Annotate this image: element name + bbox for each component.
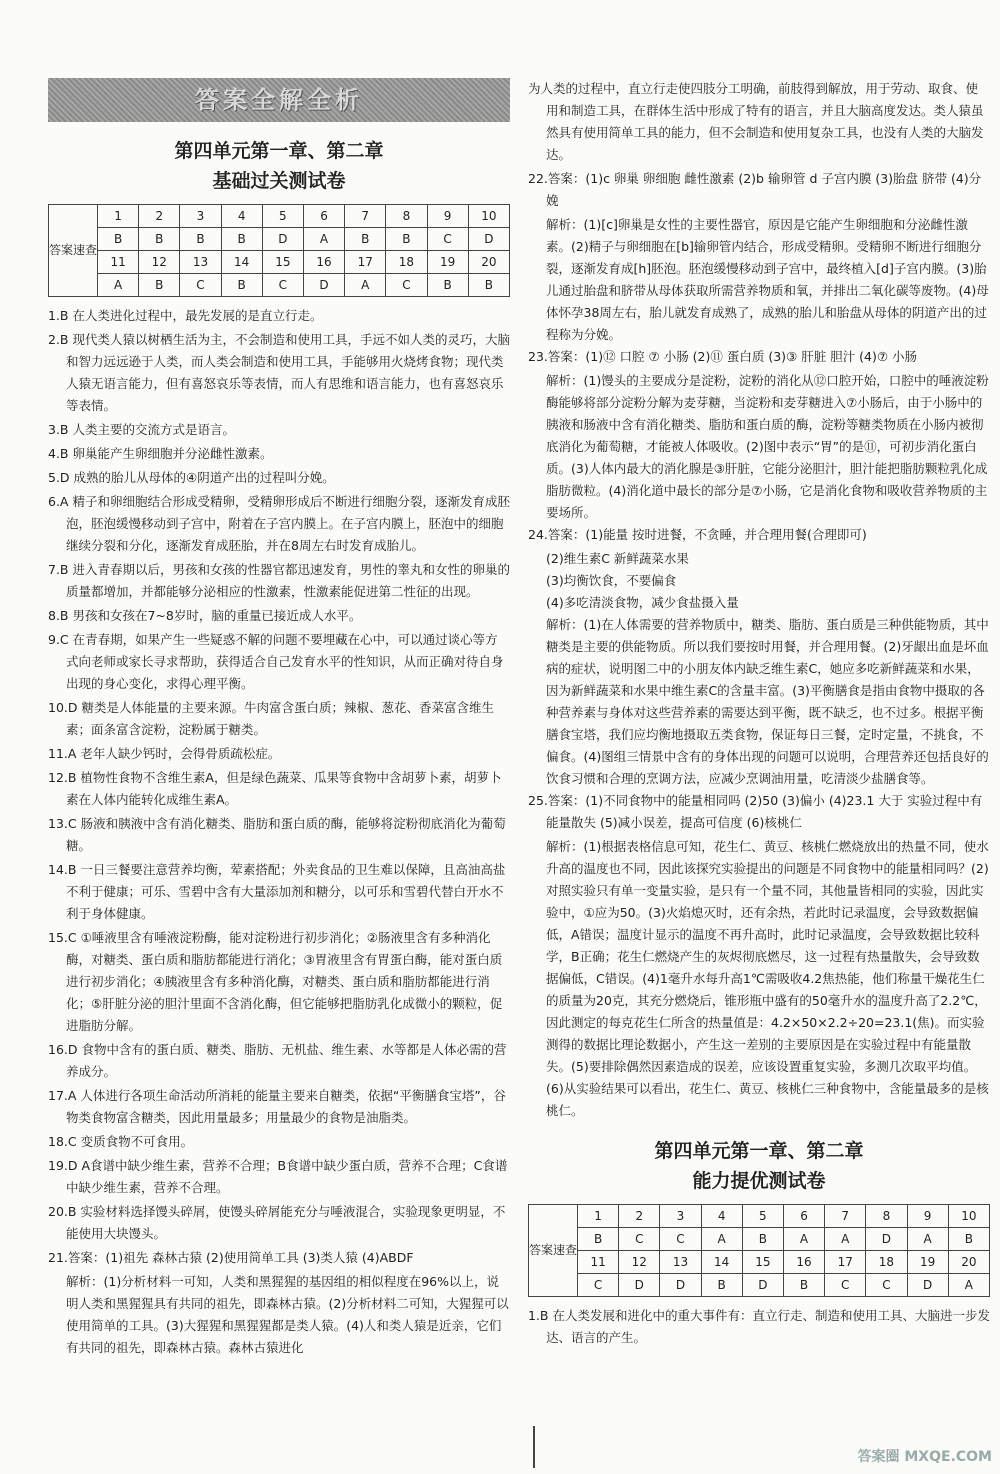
answer-item: 为人类的过程中，直立行走使四肢分工明确，前肢得到解放，用于劳动、取食、使用和制造工具，在群体生活中形成了特有的语言，并且大脑高度发达。类人猿虽然具有使用简单工具的能力，但不会制造和使用复杂工具，也没有人类的大脑发达。: [528, 81, 984, 162]
answer-item: (2)维生素C 新鲜蔬菜水果: [546, 551, 689, 566]
section1-title: [48, 136, 510, 196]
answer-item: 解析：(1)馒头的主要成分是淀粉，淀粉的消化从⑫口腔开始，口腔中的唾液淀粉酶能够将部分淀粉分解为麦芽糖，当淀粉和麦芽糖进入⑦小肠后，由于小肠中的胰液和肠液中含有消化糖类、脂肪和蛋白质的酶，淀粉等糖类物质在小肠内被彻底消化为葡萄糖，才能被人体吸收。(2)图中表示“胃”的是⑪，可初步消化蛋白质。(3)人体内最大的消化腺是③肝脏，它能分泌胆汁，胆汁能把脂肪颗粒乳化成脂肪微粒。(4)消化道中最长的部分是⑦小肠，它是消化食物和吸收营养物质的主要场所。: [546, 373, 989, 520]
answer-table-cell: 14: [221, 251, 262, 274]
answer-table-row: [49, 205, 510, 228]
answer-table-cell: 1: [98, 205, 139, 228]
answer-banner: [48, 78, 510, 122]
answer-table-cell: C: [619, 1228, 660, 1251]
section2-title: [528, 1136, 990, 1196]
answer-table-cell: B: [783, 1274, 824, 1297]
answer-table-label: 答案速查: [49, 205, 98, 297]
answer-table-cell: 16: [783, 1251, 824, 1274]
answer-table-cell: 6: [783, 1205, 824, 1228]
answer-table-cell: B: [139, 274, 180, 297]
page-seam: [533, 1426, 535, 1468]
answer-table-cell: 13: [660, 1251, 701, 1274]
section2-item-1: 1.B 在人类发展和进化中的重大事件有：直立行走、制造和使用工具、大脑进一步发达、语言的产生。: [528, 1308, 990, 1345]
answer-table-row: [529, 1228, 990, 1251]
answer-table-cell: 5: [742, 1205, 783, 1228]
answer-item: 3.B 人类主要的交流方式是语言。: [48, 422, 235, 437]
answer-item: 22.答案：(1)c 卵巢 卵细胞 雌性激素 (2)b 输卵管 d 子宫内膜 (3)胎盘 脐带 (4)分娩: [528, 171, 982, 208]
answer-table-cell: 16: [303, 251, 344, 274]
answer-item: 17.A 人体进行各项生命活动所消耗的能量主要来自糖类，依据“平衡膳食宝塔”，谷物类食物富含糖类，因此用量最多；用量最少的食物是油脂类。: [48, 1088, 506, 1125]
answer-item: 11.A 老年人缺少钙时，会得骨质疏松症。: [48, 746, 281, 761]
answer-item: 21.答案：(1)祖先 森林古猿 (2)使用简单工具 (3)类人猿 (4)ABDF: [48, 1250, 414, 1265]
answer-table-row: [529, 1205, 990, 1228]
answer-item: 23.答案：(1)⑫ 口腔 ⑦ 小肠 (2)⑪ 蛋白质 (3)③ 肝脏 胆汁 (4)⑦ 小肠: [528, 349, 918, 364]
answer-table-cell: B: [221, 228, 262, 251]
right-column: [528, 78, 990, 1351]
answer-table-cell: 20: [468, 251, 509, 274]
answer-table-cell: D: [262, 228, 303, 251]
answer-item: 13.C 肠液和胰液中含有消化糖类、脂肪和蛋白质的酶，能够将淀粉彻底消化为葡萄糖。: [48, 816, 506, 853]
answer-table-row: [49, 251, 510, 274]
answer-table-cell: 15: [742, 1251, 783, 1274]
answer-table-cell: A: [345, 274, 386, 297]
answer-item: 24.答案：(1)能量 按时进餐，不贪睡，并合理用餐(合理即可): [528, 527, 867, 542]
answer-table-cell: D: [866, 1228, 907, 1251]
answer-item: 14.B 一日三餐要注意营养均衡，荤素搭配；外卖食品的卫生难以保障，且高油高盐不利于健康；可乐、雪碧中含有大量添加剂和糖分，以可乐和雪碧代替白开水不利于身体健康。: [48, 862, 506, 921]
answer-table-cell: B: [386, 228, 427, 251]
answer-item: 16.D 食物中含有的蛋白质、糖类、脂肪、无机盐、维生素、水等都是人体必需的营养成分。: [48, 1042, 507, 1079]
answer-item: 解析：(1)分析材料一可知，人类和黑猩猩的基因组的相似程度在96%以上，说明人类和黑猩猩具有共同的祖先，即森林古猿。(2)分析材料二可知，大猩猩可以使用简单的工具。(3)大猩猩和黑猩猩都是类人猿。(4)人和类人猿是近亲，它们有共同的祖先，即森林古猿。森林古猿进化: [66, 1274, 509, 1355]
answer-table-cell: 12: [139, 251, 180, 274]
answer-item: 20.B 实验材料选择馒头碎屑，使馒头碎屑能充分与唾液混合，实验现象更明显，不能使用大块馒头。: [48, 1204, 506, 1241]
answer-table-cell: 17: [345, 251, 386, 274]
watermark-logo: 答案圈 MXQE.COM: [857, 1449, 992, 1465]
answer-table-cell: D: [468, 228, 509, 251]
answer-table-cell: 13: [180, 251, 221, 274]
answer-table-cell: A: [701, 1228, 742, 1251]
answer-table-cell: 19: [427, 251, 468, 274]
answer-table-cell: B: [180, 228, 221, 251]
answer-table-cell: 10: [468, 205, 509, 228]
answer-item: (3)均衡饮食，不要偏食: [546, 573, 677, 588]
answer-table-cell: 17: [825, 1251, 866, 1274]
answer-table-cell: 9: [907, 1205, 948, 1228]
answer-table-cell: C: [578, 1274, 619, 1297]
answer-item: 解析：(1)在人体需要的营养物质中，糖类、脂肪、蛋白质是三种供能物质，其中糖类是主要的供能物质。所以我们要按时用餐，并合理用餐。(2)牙龈出血是坏血病的症状，说明图二中的小朋友体内缺乏维生素C，她应多吃新鲜蔬菜和水果，因为新鲜蔬菜和水果中维生素C的含量丰富。(3)平衡膳食是指由食物中摄取的各种营养素与身体对这些营养素的需要达到平衡，既不缺乏，也不过多。根据平衡膳食宝塔，我们应均衡地摄取五类食物，保证每日三餐，定时定量，不挑食，不偏食。(4)图组三情景中含有的身体出现的问题可以说明，合理营养还包括良好的饮食习惯和合理的烹调方法，应减少烹调油用量，吃清淡少盐膳食等。: [546, 617, 989, 786]
answer-table-2: [528, 1204, 990, 1297]
banner-title: 答案全解全析: [195, 86, 363, 114]
answer-table-cell: A: [783, 1228, 824, 1251]
answer-table-cell: 3: [660, 1205, 701, 1228]
answer-table-cell: 19: [907, 1251, 948, 1274]
section1-title-line2: 基础过关测试卷: [212, 170, 346, 192]
answer-table-cell: 20: [948, 1251, 989, 1274]
answer-table-label: 答案速查: [529, 1205, 578, 1297]
answer-table-cell: 11: [578, 1251, 619, 1274]
answer-table-cell: 1: [578, 1205, 619, 1228]
answer-table-cell: B: [948, 1228, 989, 1251]
answer-item: 6.A 精子和卵细胞结合形成受精卵，受精卵形成后不断进行细胞分裂，逐渐发育成胚泡，胚泡缓慢移动到子宫中，附着在子宫内膜上。在子宫内膜上，胚泡中的细胞继续分裂和分化，逐渐发育成胚胎，并在8周左右时发育成胎儿。: [48, 494, 510, 553]
answer-table-cell: A: [825, 1228, 866, 1251]
answer-table-cell: A: [907, 1228, 948, 1251]
answer-table-cell: D: [742, 1274, 783, 1297]
answer-table-cell: A: [98, 274, 139, 297]
answer-table-row: [529, 1274, 990, 1297]
answer-table-cell: B: [221, 274, 262, 297]
answer-item: 15.C ①唾液里含有唾液淀粉酶，能对淀粉进行初步消化；②肠液里含有多种消化酶，对糖类、蛋白质和脂肪都能进行消化；③胃液里含有胃蛋白酶，能对蛋白质进行初步消化；④胰液里含有多种消化酶，对糖类、蛋白质和脂肪都能进行消化；⑤肝脏分泌的胆汁里面不含消化酶，但它能够把脂肪乳化成微小的颗粒，促进脂肪分解。: [48, 930, 503, 1033]
answer-table-cell: 3: [180, 205, 221, 228]
answer-table-cell: B: [742, 1228, 783, 1251]
answer-table-cell: 18: [386, 251, 427, 274]
answer-table-cell: 10: [948, 1205, 989, 1228]
answer-table-cell: A: [303, 228, 344, 251]
answer-table-cell: B: [98, 228, 139, 251]
answer-item: (4)多吃清淡食物，减少食盐摄入量: [546, 595, 739, 610]
answer-table-cell: C: [866, 1274, 907, 1297]
answer-table-cell: D: [660, 1274, 701, 1297]
answer-table-cell: 18: [866, 1251, 907, 1274]
answer-table-cell: 15: [262, 251, 303, 274]
answer-table-cell: B: [139, 228, 180, 251]
answer-table-cell: C: [427, 228, 468, 251]
answer-item: 18.C 变质食物不可食用。: [48, 1134, 194, 1149]
answer-table-cell: 2: [139, 205, 180, 228]
answer-item: 8.B 男孩和女孩在7~8岁时，脑的重量已接近成人水平。: [48, 608, 362, 623]
left-items: [48, 305, 510, 1359]
answer-item: 10.D 糖类是人体能量的主要来源。牛肉富含蛋白质；辣椒、葱花、香菜富含维生素；面条富含淀粉，淀粉属于糖类。: [48, 700, 494, 737]
answer-table-cell: B: [468, 274, 509, 297]
answer-table-cell: D: [619, 1274, 660, 1297]
answer-table-cell: B: [578, 1228, 619, 1251]
section1-title-line1: 第四单元第一章、第二章: [174, 140, 384, 162]
answer-item: 19.D A食谱中缺少维生素，营养不合理；B食谱中缺少蛋白质，营养不合理；C食谱中缺少维生素，营养不合理。: [48, 1158, 508, 1195]
answer-item: 1.B 在人类进化过程中，最先发展的是直立行走。: [48, 308, 323, 323]
answer-table-row: [49, 274, 510, 297]
answer-table-cell: 6: [303, 205, 344, 228]
answer-table-row: [49, 228, 510, 251]
answer-table-cell: B: [701, 1274, 742, 1297]
answer-table-cell: B: [345, 228, 386, 251]
answer-table-cell: B: [427, 274, 468, 297]
answer-item: 2.B 现代类人猿以树栖生活为主，不会制造和使用工具，手远不如人类的灵巧，大脑和智力远远逊于人类，而人类会制造和使用工具，手能够用火烧烤食物；现代类人猿无语言能力，但有喜怒哀乐等表情，而人有思维和语言能力，也有喜怒哀乐等表情。: [48, 332, 510, 413]
answer-table-cell: 11: [98, 251, 139, 274]
answer-table-cell: 12: [619, 1251, 660, 1274]
answer-table-row: [529, 1251, 990, 1274]
answer-table-cell: D: [303, 274, 344, 297]
answer-table-cell: 14: [701, 1251, 742, 1274]
answer-table-cell: A: [948, 1274, 989, 1297]
answer-table-cell: 4: [701, 1205, 742, 1228]
answer-table-cell: 5: [262, 205, 303, 228]
answer-item: 4.B 卵巢能产生卵细胞并分泌雌性激素。: [48, 446, 273, 461]
answer-table-cell: D: [907, 1274, 948, 1297]
answer-item: 解析：(1)[c]卵巢是女性的主要性器官，原因是它能产生卵细胞和分泌雌性激素。(2)精子与卵细胞在[b]输卵管内结合，形成受精卵。受精卵不断进行细胞分裂，逐渐发育成[h]胚泡。胚泡缓慢移动到子宫中，最终植入[d]子宫内膜。(3)胎儿通过胎盘和脐带从母体获取所需营养物质和氧，并排出二氧化碳等废物。(4)母体怀孕38周左右，胎儿就发育成熟了，成熟的胎儿和胎盘从母体的阴道产出的过程称为分娩。: [546, 217, 989, 342]
answer-item: 9.C 在青春期，如果产生一些疑惑不解的问题不要埋藏在心中，可以通过谈心等方式向老师或家长寻求帮助，获得适合自己发育水平的性知识，从而正确对待自身出现的身心变化，求得心理平衡。: [48, 632, 504, 691]
answer-table-cell: 8: [386, 205, 427, 228]
answer-item: 7.B 进入青春期以后，男孩和女孩的性器官都迅速发育，男性的睾丸和女性的卵巢的质量都增加，并都能够分泌相应的性激素，性激素能促进第二性征的出现。: [48, 562, 510, 599]
answer-table-cell: 4: [221, 205, 262, 228]
answer-table-cell: C: [262, 274, 303, 297]
right-items: [528, 78, 990, 1122]
section2-title-line1: 第四单元第一章、第二章: [654, 1140, 864, 1162]
answer-table-cell: C: [825, 1274, 866, 1297]
answer-item: 12.B 植物性食物不含维生素A，但是绿色蔬菜、瓜果等食物中含胡萝卜素，胡萝卜素在人体内能转化成维生素A。: [48, 770, 502, 807]
answer-table-cell: 7: [825, 1205, 866, 1228]
answer-table-1: [48, 204, 510, 297]
answer-table-cell: 2: [619, 1205, 660, 1228]
section2-title-line2: 能力提优测试卷: [692, 1170, 826, 1192]
answer-table-cell: C: [660, 1228, 701, 1251]
answer-table-cell: 8: [866, 1205, 907, 1228]
answer-table-cell: 9: [427, 205, 468, 228]
answer-item: 25.答案：(1)不同食物中的能量相同吗 (2)50 (3)偏小 (4)23.1 大于 实验过程中有能量散失 (5)减小误差，提高可信度 (6)核桃仁: [528, 793, 983, 830]
answer-table-cell: C: [180, 274, 221, 297]
answer-table-cell: 7: [345, 205, 386, 228]
answer-item: 解析：(1)根据表格信息可知，花生仁、黄豆、核桃仁燃烧放出的热量不同，使水升高的温度也不同，因此该探究实验提出的问题是不同食物中的能量相同吗？(2)对照实验只有单一变量实验，是只有一个量不同，其他量皆相同的实验，因此实验中，①应为50。(3)火焰熄灭时，还有余热，若此时记录温度，会导致数据偏低，A错误；温度计显示的温度不再升高时，此时记录温度，会导致数据比较科学，B正确；花生仁燃烧产生的灰烬彻底燃尽，这一过程有热量散失，会导致数据偏低，C错误。(4)1毫升水每升高1℃需吸收4.2焦热能，他们称量干燥花生仁的质量为20克，其充分燃烧后，锥形瓶中盛有的50毫升水的温度升高了2.2℃，因此测定的每克花生仁所含的热量值是：4.2×50×2.2÷20=23.1(焦)。而实验测得的数据比理论数据小，产生这一差别的主要原因是在实验过程中有能量散失。(5)要排除偶然因素造成的误差，应该设置重复实验，多测几次取平均值。(6)从实验结果可以看出，花生仁、黄豆、核桃仁三种食物中，含能量最多的是核桃仁。: [546, 839, 989, 1118]
left-column: [48, 78, 510, 1359]
answer-item: 5.D 成熟的胎儿从母体的④阴道产出的过程叫分娩。: [48, 470, 335, 485]
answer-table-cell: C: [386, 274, 427, 297]
